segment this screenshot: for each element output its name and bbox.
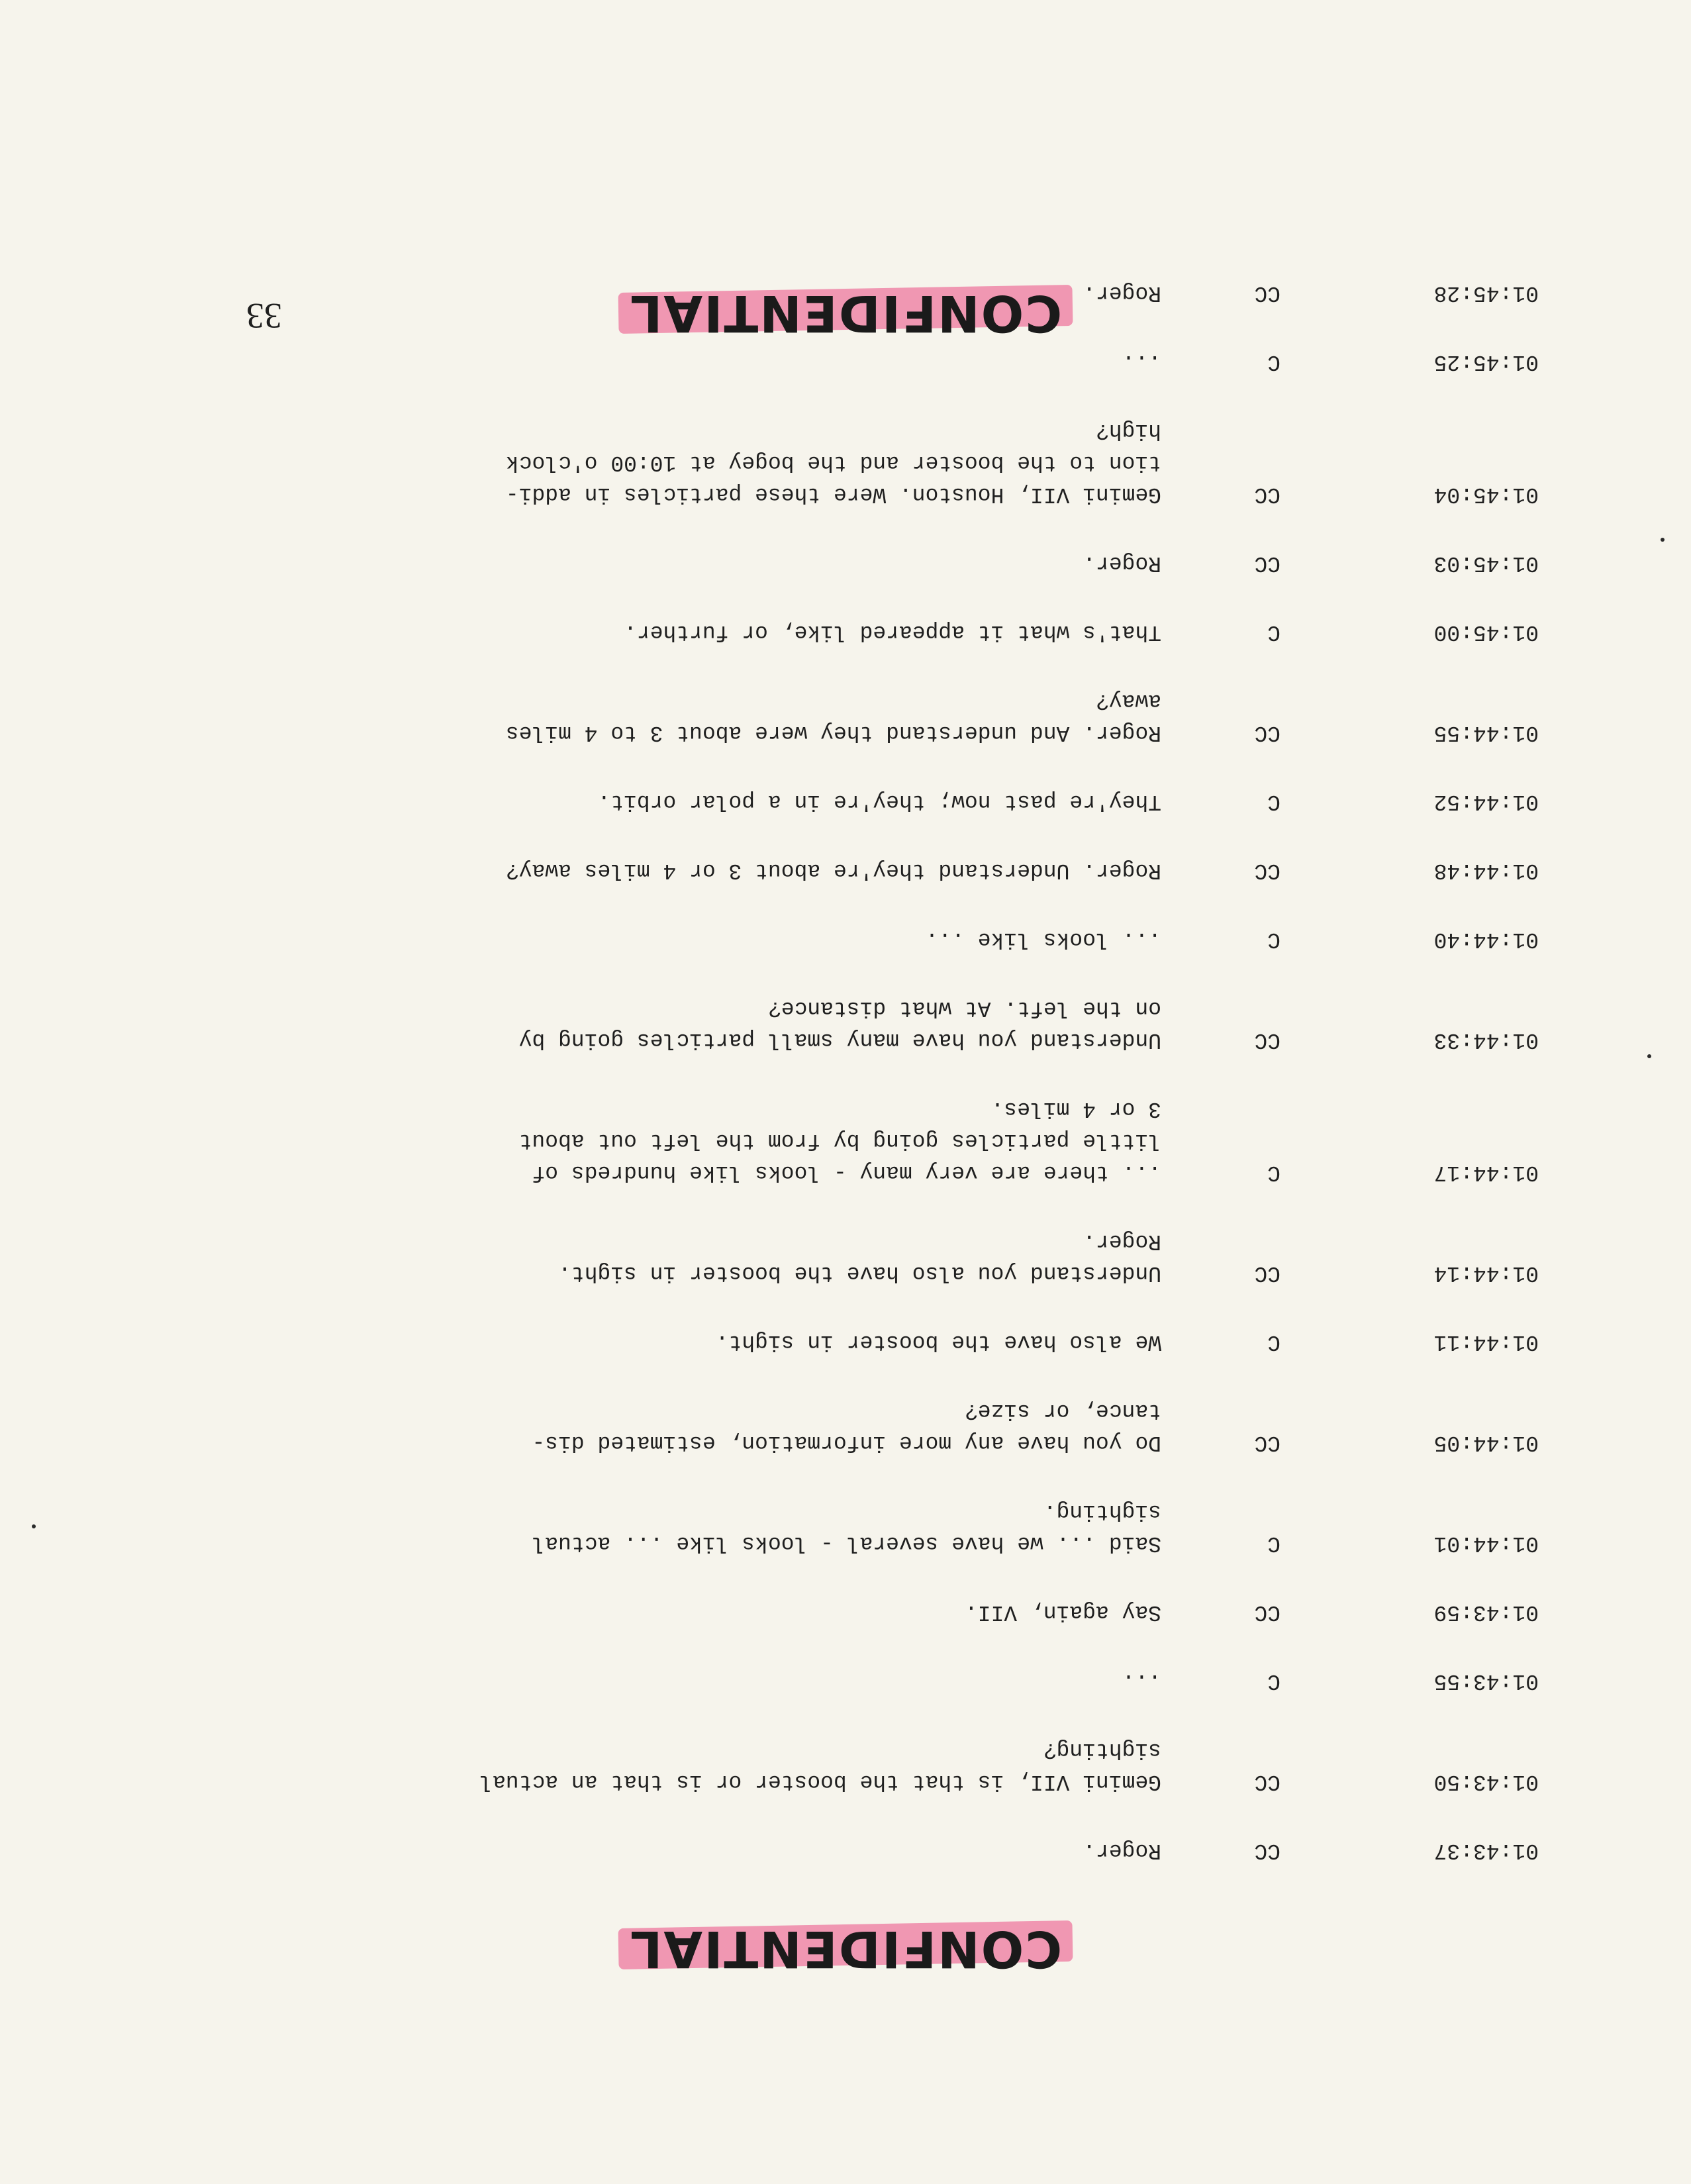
entry-time: 01:45:04 xyxy=(1433,482,1539,507)
transcript-entry xyxy=(148,992,1539,1056)
margin-mark xyxy=(1647,1054,1651,1058)
entry-text: Understand you have many small particles going by on the left. At what distance? xyxy=(518,996,1161,1052)
entry-time: 01:45:25 xyxy=(1433,350,1539,374)
entry-speaker: CC xyxy=(1254,551,1280,575)
page-number: 33 xyxy=(246,296,282,336)
transcript-entry xyxy=(148,1596,1539,1628)
entry-text: Gemini VII, Houston. Were these particles in addi- tion to the booster and the bogey at 10:00 o'clock high? xyxy=(505,419,1161,507)
transcript-entry xyxy=(148,1734,1539,1797)
confidential-stamp-top-text: CONFIDENTIAL xyxy=(622,1920,1069,1979)
entry-speaker: C xyxy=(1267,1330,1280,1354)
entry-time: 01:43:59 xyxy=(1433,1600,1539,1624)
entry-text: They're past now; they're in a polar orbit. xyxy=(597,789,1161,814)
entry-time: 01:44:48 xyxy=(1433,858,1539,883)
margin-mark xyxy=(1661,538,1665,542)
entry-text: ... xyxy=(1122,1669,1161,1693)
entry-speaker: CC xyxy=(1254,1028,1280,1052)
transcript-entry xyxy=(148,1395,1539,1458)
confidential-stamp-top xyxy=(0,1920,1691,1979)
transcript-entry xyxy=(148,1326,1539,1358)
entry-text: Roger. And understand they were about 3 to 4 miles away? xyxy=(505,689,1161,745)
margin-mark xyxy=(32,1524,36,1528)
entry-time: 01:44:14 xyxy=(1433,1261,1539,1285)
entry-time: 01:45:00 xyxy=(1433,620,1539,644)
entry-speaker: C xyxy=(1267,927,1280,952)
transcript-entry xyxy=(148,547,1539,579)
entry-speaker: C xyxy=(1267,1160,1280,1185)
entry-text: Roger. Understand they're about 3 or 4 miles away? xyxy=(505,858,1161,883)
entry-speaker: C xyxy=(1267,1531,1280,1556)
entry-text: Gemini VII, is that the booster or is that an actual sighting? xyxy=(479,1738,1161,1794)
entry-text: We also have the booster in sight. xyxy=(715,1330,1161,1354)
entry-text: That's what it appeared like, or further. xyxy=(624,620,1161,644)
entry-time: 01:44:01 xyxy=(1433,1531,1539,1556)
entry-time: 01:44:55 xyxy=(1433,720,1539,745)
entry-speaker: C xyxy=(1267,620,1280,644)
transcript-entry xyxy=(148,1665,1539,1697)
entry-text: ... xyxy=(1122,350,1161,374)
entry-speaker: CC xyxy=(1254,1769,1280,1794)
entry-speaker: CC xyxy=(1254,482,1280,507)
entry-time: 01:43:37 xyxy=(1433,1838,1539,1863)
entry-time: 01:43:50 xyxy=(1433,1769,1539,1794)
transcript-entry xyxy=(148,346,1539,377)
transcript-entry xyxy=(148,1225,1539,1289)
transcript-entry xyxy=(148,1834,1539,1866)
transcript-entry xyxy=(148,415,1539,510)
entry-time: 01:43:55 xyxy=(1433,1669,1539,1693)
entry-time: 01:44:52 xyxy=(1433,789,1539,814)
entry-time: 01:44:11 xyxy=(1433,1330,1539,1354)
entry-speaker: CC xyxy=(1254,858,1280,883)
entry-speaker: CC xyxy=(1254,281,1280,305)
entry-time: 01:44:05 xyxy=(1433,1430,1539,1455)
entry-time: 01:44:33 xyxy=(1433,1028,1539,1052)
entry-text: ... looks like ... xyxy=(925,927,1161,952)
entry-speaker: CC xyxy=(1254,1600,1280,1624)
transcript-entry xyxy=(148,785,1539,817)
entry-time: 01:45:28 xyxy=(1433,281,1539,305)
entry-text: Understand you also have the booster in sight. Roger. xyxy=(558,1229,1161,1285)
entry-text: ... there are very many - looks like hundreds of little particles going by from the left out about 3 or 4 miles. xyxy=(518,1097,1161,1185)
confidential-stamp-bottom-text: CONFIDENTIAL xyxy=(622,284,1069,343)
entry-speaker: CC xyxy=(1254,720,1280,745)
entry-time: 01:44:17 xyxy=(1433,1160,1539,1185)
entry-time: 01:44:40 xyxy=(1433,927,1539,952)
entry-text: Said ... we have several - looks like ... actual sighting. xyxy=(532,1499,1161,1556)
entry-speaker: C xyxy=(1267,1669,1280,1693)
entry-time: 01:45:03 xyxy=(1433,551,1539,575)
entry-text: Roger. xyxy=(1083,551,1161,575)
entry-speaker: CC xyxy=(1254,1838,1280,1863)
entry-speaker: C xyxy=(1267,350,1280,374)
transcript-entry xyxy=(148,616,1539,648)
transcript-entry xyxy=(148,1495,1539,1559)
entry-text: Do you have any more information, estimated dis- tance, or size? xyxy=(532,1399,1161,1455)
transcript-entry xyxy=(148,1093,1539,1188)
entry-text: Roger. xyxy=(1083,1838,1161,1863)
transcript-entry xyxy=(148,923,1539,955)
transcript-entry xyxy=(148,685,1539,748)
entry-speaker: CC xyxy=(1254,1430,1280,1455)
entry-speaker: CC xyxy=(1254,1261,1280,1285)
transcript xyxy=(148,240,1539,1866)
entry-text: Roger. xyxy=(1083,281,1161,305)
transcript-entry xyxy=(148,854,1539,886)
entry-text: Say again, VII. xyxy=(964,1600,1161,1624)
entry-speaker: C xyxy=(1267,789,1280,814)
